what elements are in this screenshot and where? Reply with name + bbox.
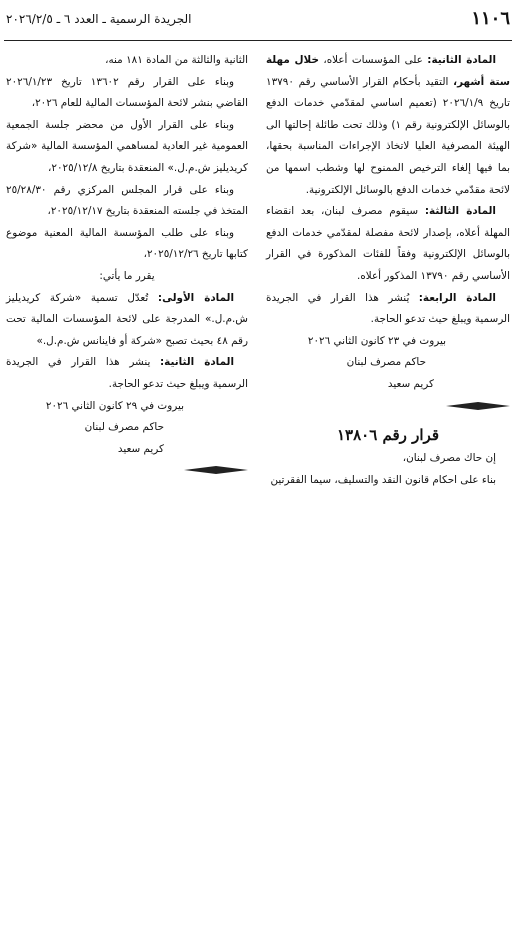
article-2-rest: التقيد بأحكام القرار الأساسي رقم ١٣٧٩٠ تاريخ ٢٠٢٦/١/٩ (تعميم اساسي لمقدّمي خدمات الدفع بالوسائل الإلكترونية رقم ١) وذلك تحت طائلة إحالتها الى الهيئة المصرفية العليا لاتخاذ الإجراءات المناسبة بحقها، بما فيها إلغاء الترخيص الممنوح لها وشطب اسمها من لائحة مقدّمي خدمات الدفع بالوسائل الإلكترونية. — [266, 75, 510, 196]
continuation-text: الثانية والثالثة من المادة ١٨١ منه، — [105, 54, 248, 66]
page-number: ١١٠٦ — [471, 8, 510, 29]
article-2-deadline: خلال مهلة ستة أشهر، — [266, 54, 510, 88]
article-2 — [266, 50, 510, 201]
article-1-text: تُعدّل تسمية «شركة كريديليز ش.م.ل.» المدرجة على لائحة المؤسسات المالية تحت رقم ٤٨ بحيث تصبح «شركة أو فاينانس ش.م.ل.» — [6, 291, 248, 347]
signature-date: بيروت في ٢٣ كانون الثاني ٢٠٢٦ — [307, 334, 446, 347]
signer-title-left: حاكم مصرف لبنان — [84, 421, 164, 434]
article-1-label: المادة الأولى: — [157, 291, 235, 304]
intro-line: إن حاك مصرف لبنان، — [402, 452, 496, 465]
recital-3: وبناء على قرار المجلس المركزي رقم ٢٥/٢٨/٣٠ المتخذ في جلسته المنعقدة بتاريخ ٢٠٢٥/١٢/١٧، — [6, 183, 248, 218]
signature-date-left: بيروت في ٢٩ كانون الثاني ٢٠٢٦ — [45, 399, 184, 412]
article-2-text: على المؤسسات أعلاه، — [323, 54, 423, 66]
decides-heading: يقرر ما يأتي: — [99, 269, 155, 282]
article-4-label: المادة الرابعة: — [418, 291, 496, 304]
signer-name: كريم سعيد — [387, 377, 434, 390]
page-header — [4, 4, 512, 41]
decision-title: قرار رقم ١٣٨٠٦ — [337, 426, 439, 445]
recital-1: وبناء على القرار رقم ١٣٦٠٢ تاريخ ٢٠٢٦/١/٢٣ القاضي بنشر لائحة المؤسسات المالية للعام ٢٠٢٦، — [6, 75, 248, 110]
article-1 — [6, 288, 248, 353]
recital-2: وبناء على القرار الأول من محضر جلسة الجمعية العمومية غير العادية لمساهمي المؤسسة المالية «شركة كريديليز ش.م.ل.» المنعقدة بتاريخ ٢٠٢٥/١٢/٨، — [6, 118, 248, 174]
article-2-label: المادة الثانية: — [427, 54, 497, 66]
article-2-left-text: ينشر هذا القرار في الجريدة الرسمية ويبلغ حيث تدعو الحاجة. — [6, 356, 248, 390]
article-3-label: المادة الثالثة: — [424, 205, 496, 218]
right-column — [266, 50, 510, 491]
article-3-text: سيقوم مصرف لبنان، بعد انقضاء المهلة أعلاه، بإصدار لائحة مفصلة لمقدّمي خدمات الدفع بالوسائل الإلكترونية وفقاً للفئات المذكورة في القرار الأساسي رقم ١٣٧٩٠ المذكور أعلاه. — [266, 205, 510, 282]
article-3 — [266, 201, 510, 287]
gazette-title: الجريدة الرسمية ـ العدد ٦ ـ ٢٠٢٦/٢/٥ — [6, 12, 192, 26]
article-4-text: يُنشر هذا القرار في الجريدة الرسمية ويبلغ حيث تدعو الحاجة. — [266, 291, 510, 326]
article-2-left — [6, 352, 248, 395]
intro-basis: بناء على احكام قانون النقد والتسليف، سيما الفقرتين — [270, 473, 496, 486]
article-2-left-label: المادة الثانية: — [160, 356, 235, 369]
article-4 — [266, 288, 510, 331]
recital-4: وبناء على طلب المؤسسة المالية المعنية موضوع كتابها تاريخ ٢٠٢٥/١٢/٢٦، — [6, 226, 248, 261]
end-divider — [184, 466, 248, 474]
section-divider — [446, 402, 510, 410]
left-column — [6, 50, 248, 487]
signer-name-left: كريم سعيد — [117, 442, 164, 455]
signer-title: حاكم مصرف لبنان — [346, 356, 426, 369]
